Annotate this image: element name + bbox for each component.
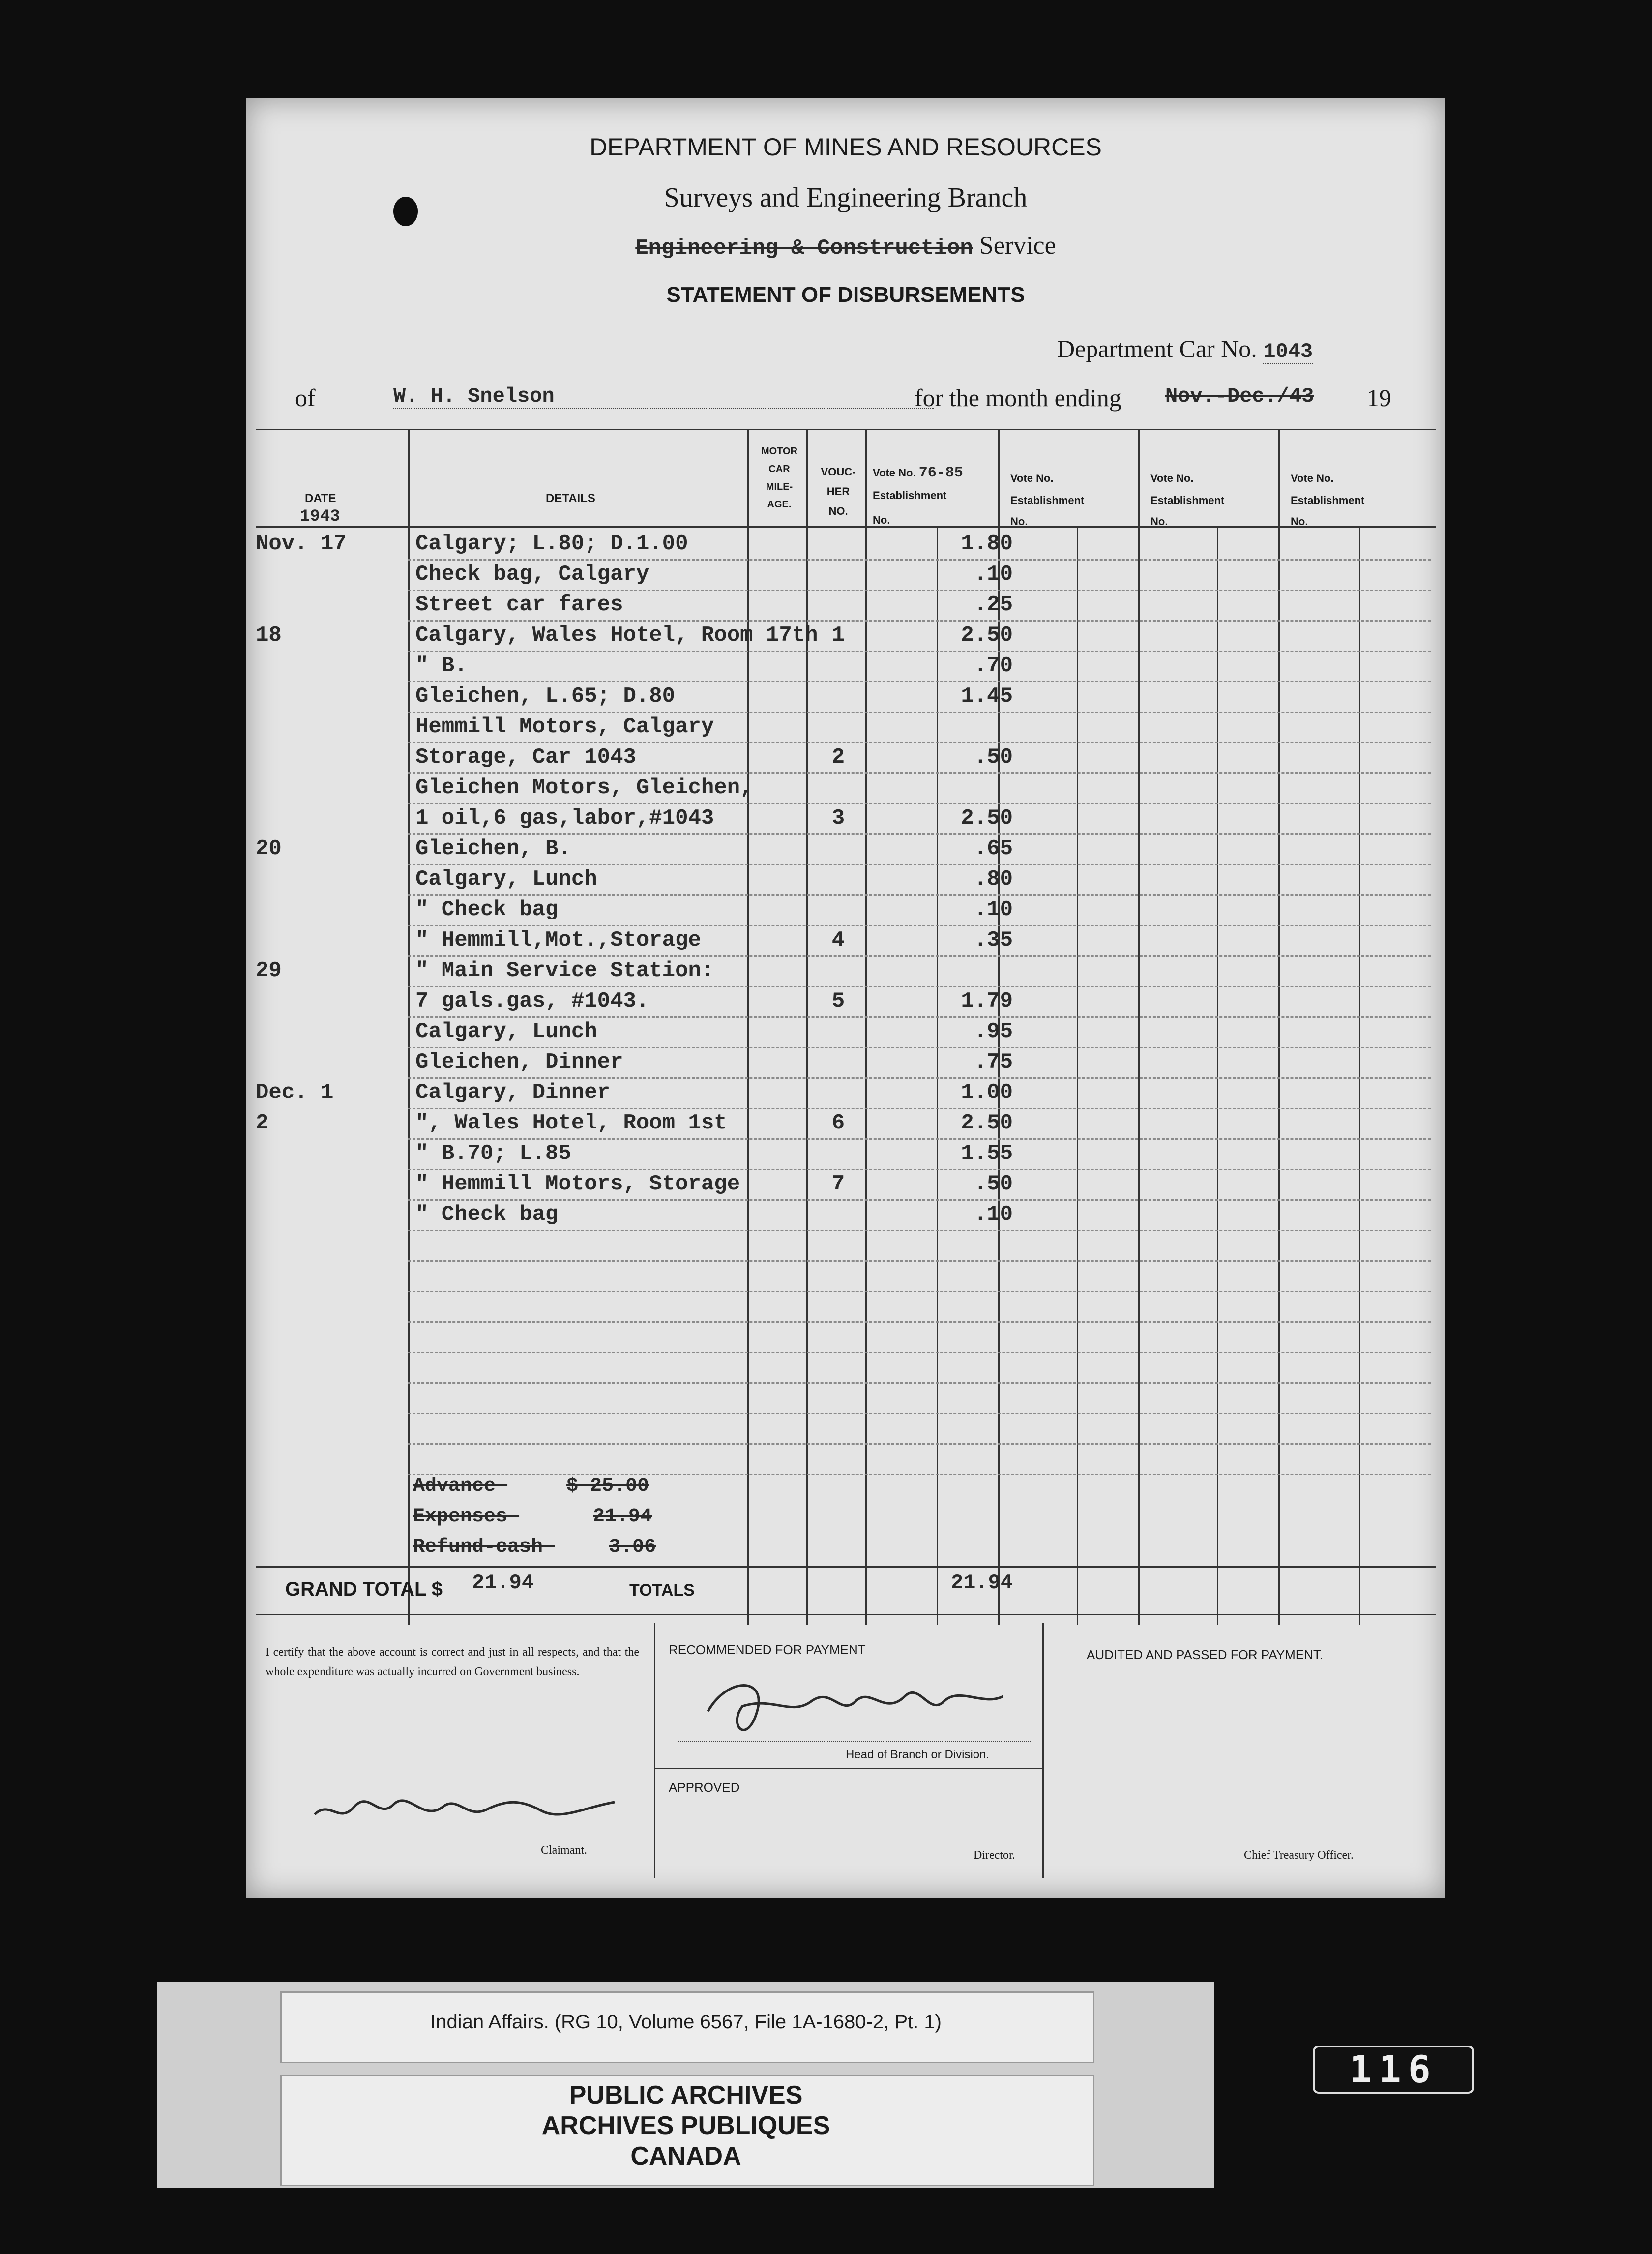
- row-date: 29: [256, 958, 282, 983]
- archives-line-2: ARCHIVES PUBLIQUES: [541, 2111, 830, 2140]
- year-prefix: 19: [1367, 384, 1391, 412]
- row-rule: [408, 1169, 1431, 1170]
- disbursement-rows: [246, 98, 1446, 1898]
- row-rule: [408, 559, 1431, 561]
- row-detail: 1 oil,6 gas,labor,#1043: [415, 806, 714, 830]
- row-amount: .75: [974, 1050, 1013, 1074]
- car-label: Department Car No.: [1057, 335, 1257, 362]
- row-detail: Calgary, Wales Hotel, Room 17th: [415, 623, 818, 648]
- row-voucher: 5: [831, 989, 845, 1013]
- month-label: for the month ending: [914, 384, 1121, 412]
- row-amount: 1.80: [961, 532, 1013, 556]
- cert-divider-2: [1042, 1623, 1044, 1878]
- row-detail: " Hemmill Motors, Storage: [415, 1172, 740, 1196]
- month-value: Nov.-Dec./43: [1165, 385, 1314, 408]
- row-detail: " Check bag: [415, 1202, 559, 1227]
- row-rule: [408, 1138, 1431, 1140]
- row-voucher: 6: [831, 1111, 845, 1135]
- row-date: Dec. 1: [256, 1080, 334, 1105]
- form-sheet: [246, 98, 1446, 1898]
- row-rule: [408, 1230, 1431, 1231]
- recommender-signature: [698, 1667, 1013, 1731]
- row-rule: [408, 772, 1431, 774]
- row-voucher: 2: [831, 745, 845, 770]
- row-detail: " Check bag: [415, 897, 559, 922]
- summary-refund: Refund-cash 3.06: [413, 1536, 656, 1558]
- punch-hole: [393, 197, 418, 226]
- year-header: 1943: [300, 507, 340, 526]
- archives-line-3: CANADA: [630, 2142, 741, 2170]
- totals-label: TOTALS: [629, 1581, 695, 1600]
- row-rule: [408, 712, 1431, 713]
- vote1-header: Vote No. 76-85: [873, 465, 963, 481]
- row-detail: Check bag, Calgary: [415, 562, 649, 587]
- row-amount: 1.79: [961, 989, 1013, 1013]
- branch-heading: Surveys and Engineering Branch: [664, 182, 1028, 213]
- row-voucher: 3: [831, 806, 845, 830]
- recommender-line: [678, 1741, 1032, 1742]
- row-amount: 1.00: [961, 1080, 1013, 1105]
- row-amount: 1.55: [961, 1141, 1013, 1166]
- row-voucher: 1: [831, 623, 845, 648]
- row-rule: [408, 1382, 1431, 1384]
- table-bottom-rule: [256, 1613, 1436, 1615]
- row-rule: [408, 986, 1431, 987]
- row-amount: .10: [974, 897, 1013, 922]
- grand-total-label: GRAND TOTAL $: [285, 1578, 443, 1600]
- row-voucher: 7: [831, 1172, 845, 1196]
- archives-stamp: [280, 2080, 1092, 2171]
- row-rule: [408, 742, 1431, 743]
- row-detail: Calgary, Lunch: [415, 1019, 597, 1044]
- row-rule: [408, 1260, 1431, 1262]
- row-amount: .70: [974, 653, 1013, 678]
- chief-label: Chief Treasury Officer.: [1244, 1849, 1354, 1862]
- archive-label: [157, 1982, 1214, 2188]
- row-detail: Gleichen Motors, Gleichen,: [415, 775, 753, 800]
- vote4-establishment: Establishment: [1291, 494, 1365, 506]
- row-detail: " Hemmill,Mot.,Storage: [415, 928, 701, 952]
- row-detail: Calgary, Dinner: [415, 1080, 611, 1105]
- row-amount: 2.50: [961, 1111, 1013, 1135]
- row-rule: [408, 864, 1431, 865]
- grand-total-value: 21.94: [472, 1571, 534, 1595]
- totals-value: 21.94: [950, 1571, 1013, 1595]
- row-date: 2: [256, 1111, 269, 1135]
- service-name: Engineering & Construction: [635, 236, 973, 261]
- vote3-establishment: Establishment: [1150, 494, 1225, 506]
- vote4-header: Vote No.: [1291, 472, 1334, 484]
- row-amount: .95: [974, 1019, 1013, 1044]
- row-rule: [408, 1413, 1431, 1414]
- row-rule: [408, 1352, 1431, 1353]
- archive-reference: Indian Affairs. (RG 10, Volume 6567, File 1A-1680-2, Pt. 1): [430, 2011, 942, 2033]
- details-header: DETAILS: [546, 492, 595, 505]
- row-detail: Calgary, Lunch: [415, 867, 597, 891]
- row-detail: Calgary; L.80; D.1.00: [415, 532, 688, 556]
- row-rule: [408, 925, 1431, 926]
- of-label: of: [295, 384, 316, 412]
- row-rule: [408, 1016, 1431, 1018]
- row-amount: .25: [974, 593, 1013, 617]
- row-voucher: 4: [831, 928, 845, 952]
- vote2-no: No.: [1010, 515, 1028, 528]
- director-label: Director.: [974, 1849, 1015, 1862]
- row-rule: [408, 1443, 1431, 1445]
- vote1-no: No.: [873, 514, 890, 526]
- row-rule: [408, 620, 1431, 622]
- row-rule: [408, 1077, 1431, 1079]
- vote2-establishment: Establishment: [1010, 494, 1085, 506]
- row-amount: .50: [974, 745, 1013, 770]
- row-rule: [408, 651, 1431, 652]
- archives-line-1: PUBLIC ARCHIVES: [569, 2081, 803, 2109]
- summary-advance: Advance $ 25.00: [413, 1475, 649, 1497]
- row-amount: .65: [974, 836, 1013, 861]
- row-rule: [408, 833, 1431, 835]
- date-header: DATE: [305, 492, 336, 505]
- row-amount: .10: [974, 1202, 1013, 1227]
- row-detail: Storage, Car 1043: [415, 745, 636, 770]
- vote1-value: 76-85: [918, 465, 963, 481]
- voucher-header: VOUC- HER NO.: [821, 466, 856, 517]
- row-detail: Hemmill Motors, Calgary: [415, 714, 714, 739]
- vote3-header: Vote No.: [1150, 472, 1194, 484]
- row-rule: [408, 590, 1431, 591]
- vote1-establishment: Establishment: [873, 489, 947, 502]
- car-number: 1043: [1263, 340, 1313, 363]
- row-date: 18: [256, 623, 282, 648]
- claimant-name: W. H. Snelson: [393, 385, 934, 409]
- row-detail: " B.: [415, 653, 468, 678]
- row-rule: [408, 1199, 1431, 1201]
- head-label: Head of Branch or Division.: [846, 1748, 990, 1761]
- approved-rule: [654, 1768, 1042, 1769]
- vote4-no: No.: [1291, 515, 1308, 528]
- audited-label: AUDITED AND PASSED FOR PAYMENT.: [1087, 1647, 1324, 1662]
- service-suffix: Service: [979, 232, 1056, 260]
- row-date: 20: [256, 836, 282, 861]
- row-detail: " B.70; L.85: [415, 1141, 571, 1166]
- row-amount: .10: [974, 562, 1013, 587]
- certification-text: I certify that the above account is correct and just in all respects, and that the whole expenditure was actually incurred on Government business.: [266, 1646, 639, 1678]
- row-detail: 7 gals.gas, #1043.: [415, 989, 649, 1013]
- claimant-label: Claimant.: [541, 1844, 587, 1857]
- row-detail: ", Wales Hotel, Room 1st: [415, 1111, 727, 1135]
- row-rule: [408, 894, 1431, 896]
- summary-expenses: Expenses 21.94: [413, 1506, 652, 1528]
- mileage-header: MOTOR CAR MILE- AGE.: [761, 446, 798, 510]
- row-detail: Gleichen, L.65; D.80: [415, 684, 676, 709]
- row-amount: .50: [974, 1172, 1013, 1196]
- row-detail: " Main Service Station:: [415, 958, 714, 983]
- row-rule: [408, 803, 1431, 804]
- row-amount: 2.50: [961, 623, 1013, 648]
- row-amount: 2.50: [961, 806, 1013, 830]
- row-rule: [408, 1108, 1431, 1109]
- row-detail: Gleichen, B.: [415, 836, 571, 861]
- row-date: Nov. 17: [256, 532, 347, 556]
- vote3-no: No.: [1150, 515, 1168, 528]
- row-rule: [408, 1047, 1431, 1048]
- row-amount: .35: [974, 928, 1013, 952]
- cert-divider-1: [654, 1623, 655, 1878]
- row-detail: Street car fares: [415, 593, 623, 617]
- claimant-signature: [310, 1780, 624, 1834]
- totals-rule: [256, 1566, 1436, 1568]
- row-rule: [408, 1291, 1431, 1292]
- department-heading: DEPARTMENT OF MINES AND RESOURCES: [590, 133, 1102, 161]
- vote2-header: Vote No.: [1010, 472, 1054, 484]
- row-rule: [408, 1321, 1431, 1323]
- row-rule: [408, 955, 1431, 957]
- frame-number: 116: [1313, 2046, 1474, 2094]
- row-rule: [408, 681, 1431, 682]
- recommended-label: RECOMMENDED FOR PAYMENT: [669, 1642, 866, 1657]
- row-amount: 1.45: [961, 684, 1013, 709]
- row-detail: Gleichen, Dinner: [415, 1050, 623, 1074]
- approved-label: APPROVED: [669, 1780, 740, 1795]
- row-amount: .80: [974, 867, 1013, 891]
- statement-title: STATEMENT OF DISBURSEMENTS: [666, 283, 1025, 307]
